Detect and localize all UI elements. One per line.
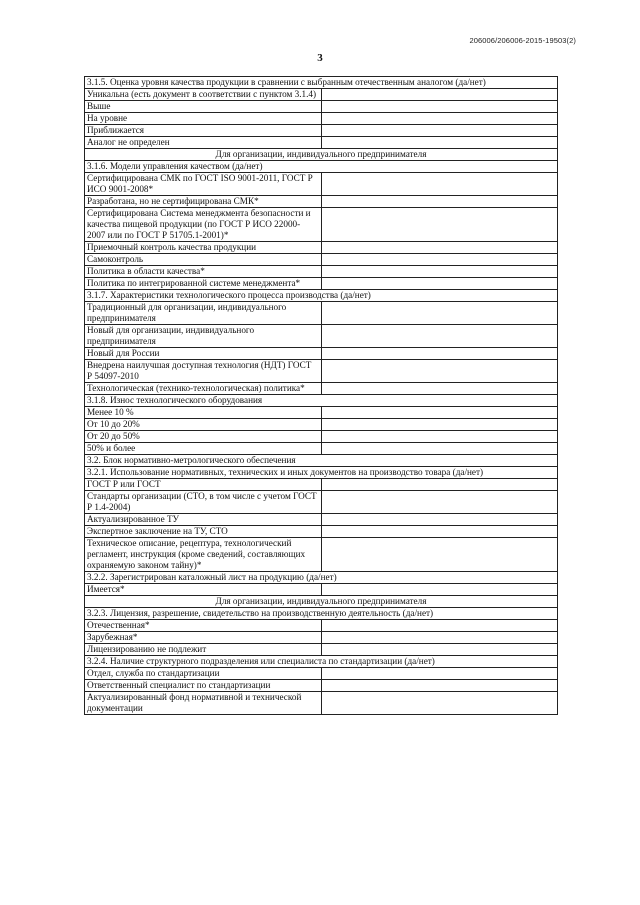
answer-cell[interactable] (321, 538, 558, 572)
answer-cell[interactable] (321, 692, 558, 715)
section-row (85, 608, 558, 620)
row-label: Выше (85, 101, 322, 113)
table-row (85, 125, 558, 137)
subsection-heading: Для организации, индивидуального предпринимателя (85, 596, 558, 608)
answer-cell[interactable] (321, 113, 558, 125)
row-label: Зарубежная* (85, 632, 322, 644)
table-row (85, 360, 558, 383)
table-row (85, 692, 558, 715)
table-row (85, 479, 558, 491)
answer-cell[interactable] (321, 325, 558, 348)
row-label: Сертифицирована Система менеджмента безопасности и качества пищевой продукции (по ГОСТ Р ИСО 22000-2007 или по ГОСТ Р 51705.1-2001)* (85, 208, 322, 242)
table-row (85, 620, 558, 632)
section-row (85, 455, 558, 467)
table-row (85, 491, 558, 514)
section-row (85, 467, 558, 479)
answer-cell[interactable] (321, 680, 558, 692)
answer-cell[interactable] (321, 491, 558, 514)
row-label: На уровне (85, 113, 322, 125)
row-label: Экспертное заключение на ТУ, СТО (85, 526, 322, 538)
table-row (85, 584, 558, 596)
table-row (85, 431, 558, 443)
table-row (85, 325, 558, 348)
row-label: Разработана, но не сертифицирована СМК* (85, 196, 322, 208)
row-label: Лицензированию не подлежит (85, 644, 322, 656)
row-label: Политика по интегрированной системе менеджмента* (85, 278, 322, 290)
table-row (85, 383, 558, 395)
table-row (85, 526, 558, 538)
row-label: Приближается (85, 125, 322, 137)
table-row (85, 680, 558, 692)
row-label: Аналог не определен (85, 137, 322, 149)
row-label: Политика в области качества* (85, 266, 322, 278)
table-row (85, 302, 558, 325)
section-heading: 3.2.1. Использование нормативных, технических и иных документов на производство товара (да/нет) (85, 467, 558, 479)
answer-cell[interactable] (321, 632, 558, 644)
row-label: Самоконтроль (85, 254, 322, 266)
answer-cell[interactable] (321, 383, 558, 395)
subsection-heading: Для организации, индивидуального предпринимателя (85, 149, 558, 161)
table-row (85, 407, 558, 419)
answer-cell[interactable] (321, 620, 558, 632)
answer-cell[interactable] (321, 208, 558, 242)
answer-cell[interactable] (321, 668, 558, 680)
row-label: Менее 10 % (85, 407, 322, 419)
row-label: Актуализированное ТУ (85, 514, 322, 526)
answer-cell[interactable] (321, 125, 558, 137)
section-row (85, 149, 558, 161)
section-row (85, 290, 558, 302)
row-label: Ответственный специалист по стандартизации (85, 680, 322, 692)
row-label: ГОСТ Р или ГОСТ (85, 479, 322, 491)
row-label: Отечественная* (85, 620, 322, 632)
section-heading: 3.1.5. Оценка уровня качества продукции в сравнении с выбранным отечественным аналогом (да/нет) (85, 77, 558, 89)
answer-cell[interactable] (321, 101, 558, 113)
answer-cell[interactable] (321, 514, 558, 526)
answer-cell[interactable] (321, 173, 558, 196)
row-label: 50% и более (85, 443, 322, 455)
table-row (85, 113, 558, 125)
row-label: Традиционный для организации, индивидуального предпринимателя (85, 302, 322, 325)
row-label: Приемочный контроль качества продукции (85, 242, 322, 254)
table-row (85, 348, 558, 360)
table-row (85, 208, 558, 242)
section-heading: 3.2.3. Лицензия, разрешение, свидетельство на производственную деятельность (да/нет) (85, 608, 558, 620)
row-label: Уникальна (есть документ в соответствии с пунктом 3.1.4) (85, 89, 322, 101)
row-label: Стандарты организации (СТО, в том числе с учетом ГОСТ Р 1.4-2004) (85, 491, 322, 514)
section-row (85, 161, 558, 173)
answer-cell[interactable] (321, 431, 558, 443)
table-row (85, 266, 558, 278)
answer-cell[interactable] (321, 526, 558, 538)
section-row (85, 77, 558, 89)
table-row (85, 443, 558, 455)
table-row (85, 632, 558, 644)
answer-cell[interactable] (321, 360, 558, 383)
answer-cell[interactable] (321, 137, 558, 149)
table-row (85, 538, 558, 572)
answer-cell[interactable] (321, 254, 558, 266)
table-row (85, 89, 558, 101)
table-row (85, 196, 558, 208)
answer-cell[interactable] (321, 644, 558, 656)
section-heading: 3.2. Блок нормативно-метрологического обеспечения (85, 455, 558, 467)
answer-cell[interactable] (321, 89, 558, 101)
answer-cell[interactable] (321, 302, 558, 325)
answer-cell[interactable] (321, 479, 558, 491)
row-label: Сертифицирована СМК по ГОСТ ISO 9001-2011, ГОСТ Р ИСО 9001-2008* (85, 173, 322, 196)
row-label: Имеется* (85, 584, 322, 596)
row-label: Внедрена наилучшая доступная технология (НДТ) ГОСТ Р 54097-2010 (85, 360, 322, 383)
section-heading: 3.1.6. Модели управления качеством (да/нет) (85, 161, 558, 173)
section-heading: 3.1.7. Характеристики технологического процесса производства (да/нет) (85, 290, 558, 302)
section-row (85, 395, 558, 407)
answer-cell[interactable] (321, 584, 558, 596)
table-row (85, 173, 558, 196)
document-id: 206006/206006-2015-19503(2) (469, 36, 576, 45)
section-heading: 3.2.4. Наличие структурного подразделения или специалиста по стандартизации (да/нет) (85, 656, 558, 668)
table-row (85, 278, 558, 290)
row-label: Технологическая (технико-технологическая) политика* (85, 383, 322, 395)
row-label: Техническое описание, рецептура, технологический регламент, инструкция (кроме сведений, составляющих охраняемую законом тайну)* (85, 538, 322, 572)
answer-cell[interactable] (321, 407, 558, 419)
section-row (85, 596, 558, 608)
row-label: Новый для России (85, 348, 322, 360)
table-row (85, 101, 558, 113)
section-heading: 3.1.8. Износ технологического оборудования (85, 395, 558, 407)
answer-cell[interactable] (321, 242, 558, 254)
table-row (85, 242, 558, 254)
answer-cell[interactable] (321, 266, 558, 278)
answer-cell[interactable] (321, 419, 558, 431)
page-number: 3 (317, 52, 323, 64)
table-row (85, 514, 558, 526)
table-row (85, 668, 558, 680)
table-row (85, 137, 558, 149)
answer-cell[interactable] (321, 348, 558, 360)
section-heading: 3.2.2. Зарегистрирован каталожный лист на продукцию (да/нет) (85, 572, 558, 584)
row-label: От 20 до 50% (85, 431, 322, 443)
row-label: Актуализированный фонд нормативной и технической документации (85, 692, 322, 715)
answer-cell[interactable] (321, 278, 558, 290)
table-row (85, 254, 558, 266)
row-label: Новый для организации, индивидуального предпринимателя (85, 325, 322, 348)
section-row (85, 656, 558, 668)
table-row (85, 419, 558, 431)
answer-cell[interactable] (321, 443, 558, 455)
answer-cell[interactable] (321, 196, 558, 208)
section-row (85, 572, 558, 584)
row-label: Отдел, служба по стандартизации (85, 668, 322, 680)
row-label: От 10 до 20% (85, 419, 322, 431)
table-row (85, 644, 558, 656)
questionnaire-table (84, 76, 558, 715)
